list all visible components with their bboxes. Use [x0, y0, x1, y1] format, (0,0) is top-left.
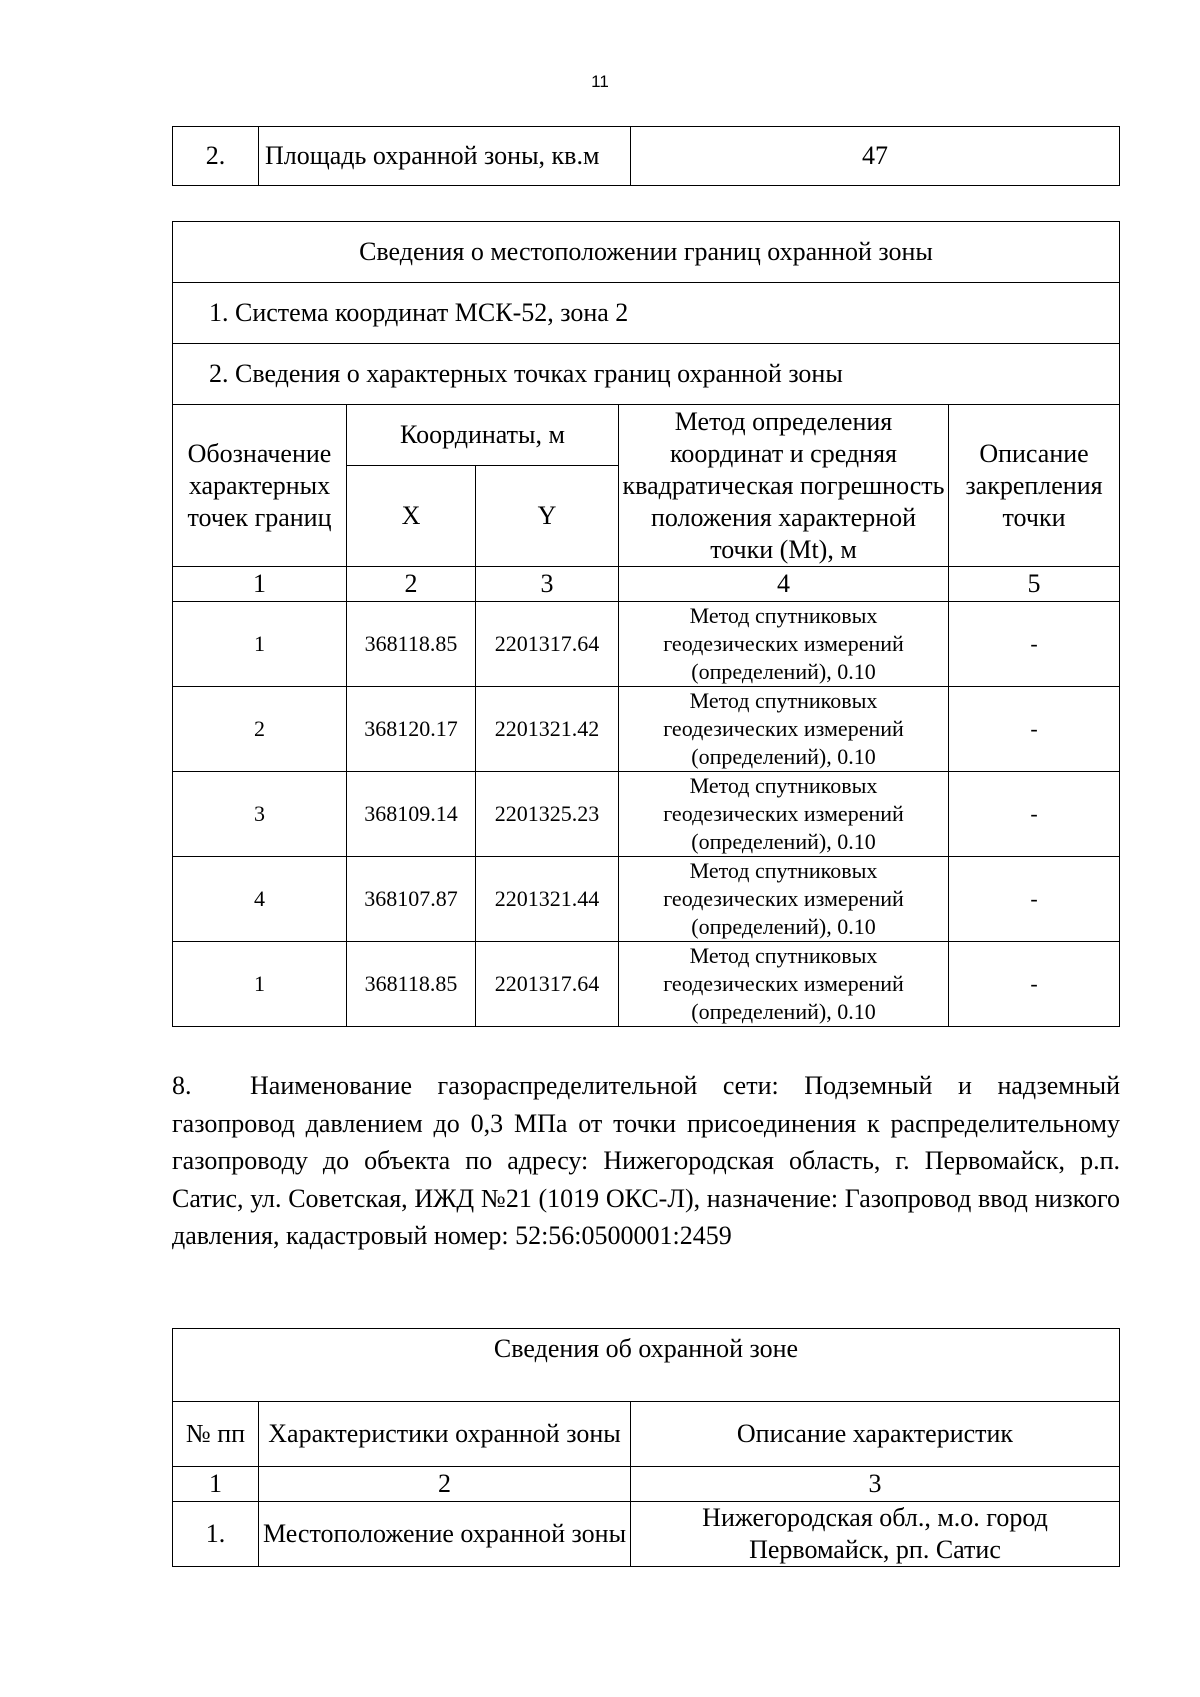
coord-y: 2201317.64 — [476, 602, 619, 687]
table-row — [173, 687, 1120, 772]
point-id: 1 — [173, 602, 347, 687]
method-cell: Метод спутниковых геодезических измерений (определений), 0.10 — [619, 772, 949, 857]
table-row — [173, 772, 1120, 857]
boundary-table — [172, 221, 1120, 1027]
point-id: 2 — [173, 687, 347, 772]
col-header-y: Y — [476, 466, 619, 567]
col-header-method: Метод определения координат и средняя квадратическая погрешность положения характерной точки (Mt), м — [619, 405, 949, 567]
table-row — [173, 222, 1120, 283]
table-row — [173, 405, 1120, 466]
col-header-designation: Обозначение характерных точек границ — [173, 405, 347, 567]
page-number: 11 — [591, 72, 609, 91]
col-number: 3 — [476, 567, 619, 602]
zone-table — [172, 1328, 1120, 1567]
table-row — [173, 283, 1120, 344]
coord-y: 2201321.44 — [476, 857, 619, 942]
description-cell: - — [949, 942, 1120, 1027]
coord-x: 368107.87 — [347, 857, 476, 942]
point-id: 3 — [173, 772, 347, 857]
col-number: 1 — [173, 1467, 259, 1502]
col-header-description: Описание характеристик — [631, 1402, 1120, 1467]
coord-y: 2201325.23 — [476, 772, 619, 857]
table-row — [173, 344, 1120, 405]
table-row — [173, 567, 1120, 602]
col-number: 5 — [949, 567, 1120, 602]
method-cell: Метод спутниковых геодезических измерений (определений), 0.10 — [619, 942, 949, 1027]
table-row — [173, 942, 1120, 1027]
col-number: 2 — [347, 567, 476, 602]
section-number: 8. — [172, 1071, 192, 1100]
description-cell: - — [949, 602, 1120, 687]
col-header-coords: Координаты, м — [347, 405, 619, 466]
table-row — [173, 1402, 1120, 1467]
col-header-description: Описание закрепления точки — [949, 405, 1120, 567]
row-number: 1. — [173, 1502, 259, 1567]
table-row — [173, 1502, 1120, 1567]
col-header-num: № пп — [173, 1402, 259, 1467]
section-text: Наименование газораспределительной сети: Подземный и надземный газопровод давлением до 0,3 МПа от точки присоединения к распределительному газопроводу до объекта по адресу: Нижегородская область, г. Первомайск, р.п. Сатис, ул. Советская, ИЖД №21 (1019 ОКС-Л), назначение: Газопровод ввод низкого давления, кадастровый номер: 52:56:0500001:2459 — [172, 1071, 1120, 1250]
zone-table-title: Сведения об охранной зоне — [173, 1329, 1120, 1402]
table-row — [173, 857, 1120, 942]
description-cell: - — [949, 772, 1120, 857]
table-row — [173, 127, 1120, 186]
coord-x: 368118.85 — [347, 602, 476, 687]
description-cell: Нижегородская обл., м.о. город Первомайск, рп. Сатис — [631, 1502, 1120, 1567]
method-cell: Метод спутниковых геодезических измерений (определений), 0.10 — [619, 687, 949, 772]
characteristic-cell: Местоположение охранной зоны — [259, 1502, 631, 1567]
coord-y: 2201317.64 — [476, 942, 619, 1027]
table-row — [173, 1467, 1120, 1502]
coord-system: 1. Система координат МСК-52, зона 2 — [173, 283, 1120, 344]
col-number: 2 — [259, 1467, 631, 1502]
point-id: 4 — [173, 857, 347, 942]
table-row — [173, 1329, 1120, 1402]
col-header-characteristic: Характеристики охранной зоны — [259, 1402, 631, 1467]
section-8-paragraph — [172, 1067, 1120, 1255]
area-label: Площадь охранной зоны, кв.м — [259, 127, 631, 186]
coord-x: 368109.14 — [347, 772, 476, 857]
boundary-table-title: Сведения о местоположении границ охранной зоны — [173, 222, 1120, 283]
description-cell: - — [949, 687, 1120, 772]
coord-x: 368118.85 — [347, 942, 476, 1027]
description-cell: - — [949, 857, 1120, 942]
col-number: 4 — [619, 567, 949, 602]
method-cell: Метод спутниковых геодезических измерений (определений), 0.10 — [619, 602, 949, 687]
coord-x: 368120.17 — [347, 687, 476, 772]
point-id: 1 — [173, 942, 347, 1027]
col-number: 1 — [173, 567, 347, 602]
table-row — [173, 602, 1120, 687]
col-number: 3 — [631, 1467, 1120, 1502]
area-index: 2. — [173, 127, 259, 186]
coord-y: 2201321.42 — [476, 687, 619, 772]
col-header-x: X — [347, 466, 476, 567]
points-heading: 2. Сведения о характерных точках границ охранной зоны — [173, 344, 1120, 405]
method-cell: Метод спутниковых геодезических измерений (определений), 0.10 — [619, 857, 949, 942]
area-value: 47 — [631, 127, 1120, 186]
area-table — [172, 126, 1120, 186]
